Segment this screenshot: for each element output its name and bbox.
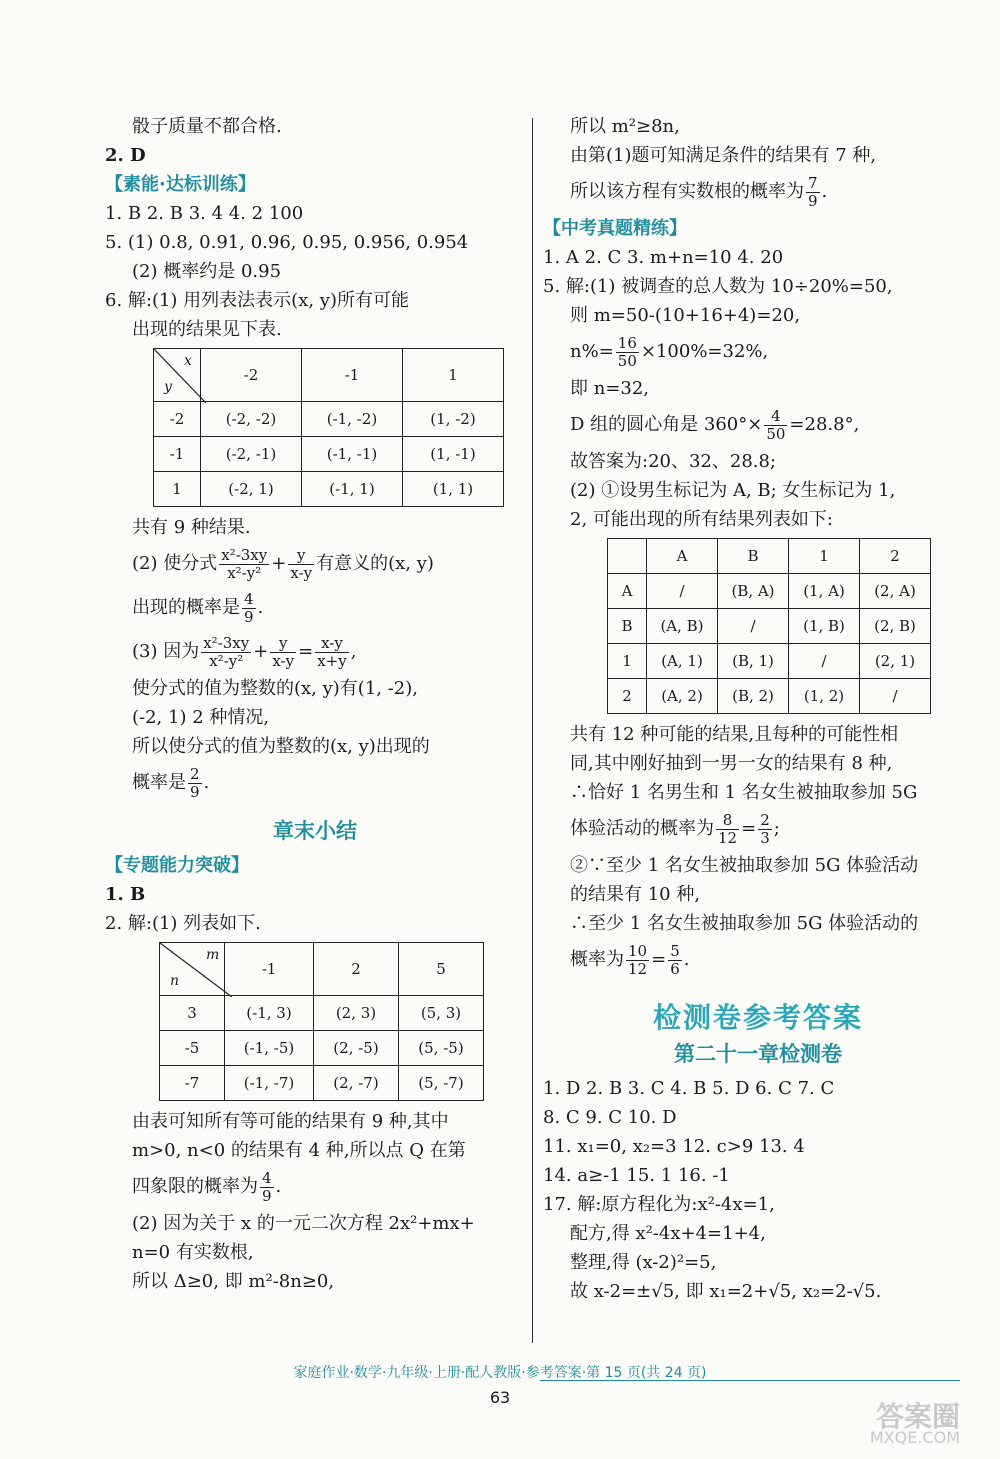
formula-line	[105, 586, 525, 630]
table-cell: (-1, -1)	[302, 437, 403, 472]
table-cell: (5, -5)	[399, 1031, 484, 1066]
numerator: 5	[670, 941, 680, 960]
text-span: 概率为	[570, 949, 624, 970]
numerator: 10	[628, 941, 648, 960]
denominator: 9	[244, 607, 254, 626]
formula-line	[543, 403, 973, 447]
text-line: ∴恰好 1 名男生和 1 名女生被抽取参加 5G	[570, 782, 918, 803]
xy-table	[153, 348, 504, 507]
fraction	[806, 175, 820, 210]
text-line: 由第(1)题可知满足条件的结果有 7 种,	[570, 145, 877, 166]
table-header-cell: B	[718, 539, 789, 574]
text-span: .	[275, 1176, 282, 1197]
text-line: 2. 解:(1) 列表如下.	[105, 913, 261, 934]
text-line: 骰子质量不都合格.	[132, 116, 282, 137]
chapter-heading: 章末小结	[273, 819, 357, 843]
text-span: 所以该方程有实数根的概率为	[570, 181, 804, 202]
numerator: 8	[716, 812, 739, 830]
table-cell: (1, B)	[789, 609, 860, 644]
table-cell: (1, 1)	[403, 472, 504, 507]
text-span: (3) 因为	[132, 641, 200, 662]
text-line: 2, 可能出现的所有结果列表如下:	[570, 509, 833, 530]
table-cell: (A, 1)	[647, 644, 718, 679]
numerator: x²-3xy	[221, 545, 268, 564]
page-number: 63	[489, 1388, 511, 1407]
table-cell: -2	[154, 402, 201, 437]
denominator: 6	[670, 959, 680, 978]
text-line: 1. A 2. C 3. m+n=10 4. 20	[543, 247, 784, 268]
table-cell: (1, 2)	[789, 679, 860, 714]
table-header-cell: -1	[302, 349, 403, 402]
text-span: .	[257, 597, 264, 618]
text-line: 共有 12 种可能的结果,且每种的可能性相	[570, 724, 899, 745]
mn-table	[159, 942, 484, 1101]
table-cell: /	[647, 574, 718, 609]
text-line: 8. C 9. C 10. D	[543, 1107, 677, 1128]
denominator: x-y	[272, 651, 295, 670]
text-line: 配方,得 x²-4x+4=1+4,	[570, 1223, 766, 1244]
denominator: 50	[617, 351, 637, 370]
answers-banner: 检测卷参考答案	[652, 1001, 863, 1034]
table-cell: A	[608, 574, 647, 609]
table-cell: (-1, -2)	[302, 402, 403, 437]
text-span: 四象限的概率为	[132, 1176, 258, 1197]
denominator: x²-y²	[209, 651, 244, 670]
text-span: (2) 使分式	[132, 553, 218, 574]
table-header-cell	[608, 539, 647, 574]
text-line: ∴至少 1 名女生被抽取参加 5G 体验活动的	[570, 913, 919, 934]
text-line: 则 m=50-(10+16+4)=20,	[570, 305, 801, 326]
text-line: (2) 概率约是 0.95	[132, 261, 282, 282]
fraction	[616, 335, 639, 370]
table-cell: (1, -1)	[403, 437, 504, 472]
text-line: 1. B 2. B 3. 4 4. 2 100	[105, 203, 304, 224]
text-span: 出现的概率是	[132, 597, 240, 618]
text-line: 所以 m²≥8n,	[570, 116, 680, 137]
table-corner	[160, 943, 225, 996]
table-cell: (2, -7)	[314, 1066, 399, 1101]
table-cell: (B, A)	[718, 574, 789, 609]
table-cell: (-2, -2)	[201, 402, 302, 437]
formula-line	[105, 1165, 525, 1209]
denominator: 9	[808, 191, 818, 210]
table-cell: /	[860, 679, 931, 714]
section-heading: 【中考真题精练】	[543, 218, 687, 239]
corner-n-label: n	[170, 973, 180, 989]
denominator: 12	[718, 828, 738, 847]
text-line: 即 n=32,	[570, 378, 650, 399]
section-heading: 【专题能力突破】	[105, 855, 249, 876]
footer-rule	[540, 1380, 960, 1381]
text-span: +	[253, 641, 269, 662]
text-span: ;	[773, 818, 780, 839]
numerator: x-y	[315, 635, 349, 653]
numerator: 4	[764, 408, 787, 426]
text-span: .	[203, 772, 210, 793]
table-cell: (2, A)	[860, 574, 931, 609]
left-column	[105, 112, 525, 1296]
fraction	[758, 812, 772, 847]
denominator: 12	[628, 959, 648, 978]
text-line: 17. 解:原方程化为:x²-4x=1,	[543, 1194, 775, 1215]
fraction	[260, 1170, 274, 1205]
fraction	[315, 635, 349, 670]
text-line: 2. D	[105, 145, 146, 166]
text-span: 有意义的(x, y)	[316, 553, 434, 574]
table-cell: /	[789, 644, 860, 679]
table-header-cell: 5	[399, 943, 484, 996]
text-line: (2) ①设男生标记为 A, B; 女生标记为 1,	[570, 480, 896, 501]
text-span: ,	[350, 641, 357, 662]
table-cell: -1	[154, 437, 201, 472]
denominator: 9	[262, 1186, 272, 1205]
table-cell: (5, 3)	[399, 996, 484, 1031]
text-line: (-2, 1) 2 种情况,	[132, 707, 270, 728]
table-cell: (-1, -5)	[225, 1031, 314, 1066]
denominator: 3	[760, 828, 770, 847]
text-line: 1. B	[105, 884, 146, 905]
watermark-logo: 答案圈	[875, 1400, 960, 1433]
text-line: 所以 Δ≥0, 即 m²-8n≥0,	[132, 1271, 335, 1292]
text-span: =28.8°,	[789, 414, 860, 435]
fraction	[270, 635, 296, 670]
fraction	[288, 547, 314, 582]
formula-line	[105, 630, 525, 674]
text-line: 5. 解:(1) 被调查的总人数为 10÷20%=50,	[543, 276, 893, 297]
table-header-cell: 2	[314, 943, 399, 996]
numerator: 4	[262, 1168, 272, 1187]
numerator: y	[270, 635, 296, 653]
text-line: 使分式的值为整数的(x, y)有(1, -2),	[132, 678, 419, 699]
fraction	[201, 635, 251, 670]
table-cell: 1	[154, 472, 201, 507]
gender-table	[607, 538, 931, 714]
text-line: 故答案为:20、32、28.8;	[570, 451, 777, 472]
text-line: 共有 9 种结果.	[132, 517, 251, 538]
denominator: 50	[766, 424, 786, 443]
text-span: =	[741, 818, 757, 839]
formula-line	[105, 542, 525, 586]
table-corner	[154, 349, 201, 402]
table-header-cell: -1	[225, 943, 314, 996]
table-header-cell: A	[647, 539, 718, 574]
denominator: x+y	[317, 651, 347, 670]
text-line: ②∵至少 1 名女生被抽取参加 5G 体验活动	[570, 855, 919, 876]
watermark-url: MXQE.COM	[869, 1428, 960, 1447]
table-cell: (2, -5)	[314, 1031, 399, 1066]
table-cell: (2, B)	[860, 609, 931, 644]
text-span: .	[821, 181, 828, 202]
table-cell: 3	[160, 996, 225, 1031]
table-cell: (5, -7)	[399, 1066, 484, 1101]
text-span: D 组的圆心角是 360°×	[570, 414, 763, 435]
text-line: m>0, n<0 的结果有 4 种,所以点 Q 在第	[132, 1140, 466, 1161]
denominator: 9	[190, 782, 200, 801]
table-cell: B	[608, 609, 647, 644]
text-line: 所以使分式的值为整数的(x, y)出现的	[132, 736, 430, 757]
table-header-cell: 1	[789, 539, 860, 574]
formula-line	[543, 807, 973, 851]
table-header-cell: 2	[860, 539, 931, 574]
table-header-cell: 1	[403, 349, 504, 402]
table-cell: (B, 2)	[718, 679, 789, 714]
corner-x-label: x	[184, 353, 192, 369]
denominator: x²-y²	[227, 563, 262, 582]
formula-line	[543, 938, 973, 982]
text-span: 体验活动的概率为	[570, 818, 714, 839]
text-span: 概率是	[132, 772, 186, 793]
chapter-heading: 第二十一章检测卷	[674, 1042, 842, 1066]
fraction	[242, 591, 256, 626]
table-cell: (-1, 3)	[225, 996, 314, 1031]
corner-m-label: m	[206, 947, 220, 963]
numerator: 4	[244, 589, 254, 608]
text-line: 1. D 2. B 3. C 4. B 5. D 6. C 7. C	[543, 1078, 835, 1099]
table-cell: 1	[608, 644, 647, 679]
text-line: 同,其中刚好抽到一男一女的结果有 8 种,	[570, 753, 893, 774]
text-line: n=0 有实数根,	[132, 1242, 254, 1263]
fraction	[219, 547, 269, 582]
numerator: 2	[190, 764, 200, 783]
table-cell: -7	[160, 1066, 225, 1101]
fraction	[668, 943, 682, 978]
table-cell: (2, 1)	[860, 644, 931, 679]
numerator: 2	[760, 810, 770, 829]
text-line: 出现的结果见下表.	[132, 319, 282, 340]
page-footer: 家庭作业·数学·九年级·上册·配人教版·参考答案·第 15 页(共 24 页)	[293, 1365, 707, 1381]
table-cell: 2	[608, 679, 647, 714]
text-span: +	[271, 553, 287, 574]
text-line: 5. (1) 0.8, 0.91, 0.96, 0.95, 0.956, 0.954	[105, 232, 469, 253]
diagonal-line	[154, 349, 206, 403]
formula-line	[543, 170, 973, 214]
text-span: .	[683, 949, 690, 970]
text-line: 故 x-2=±√5, 即 x₁=2+√5, x₂=2-√5.	[570, 1281, 882, 1302]
text-line: (2) 因为关于 x 的一元二次方程 2x²+mx+	[132, 1213, 475, 1234]
text-line: 整理,得 (x-2)²=5,	[570, 1252, 717, 1273]
formula-line	[105, 761, 525, 805]
table-cell: -5	[160, 1031, 225, 1066]
table-cell: (A, 2)	[647, 679, 718, 714]
table-cell: (2, 3)	[314, 996, 399, 1031]
numerator: y	[288, 547, 314, 565]
text-line: 11. x₁=0, x₂=3 12. c>9 13. 4	[543, 1136, 805, 1157]
text-span: =	[298, 641, 314, 662]
fraction	[764, 408, 787, 443]
table-cell: /	[718, 609, 789, 644]
table-cell: (-1, 1)	[302, 472, 403, 507]
text-span: n%=	[570, 341, 614, 362]
text-line: 14. a≥-1 15. 1 16. -1	[543, 1165, 730, 1186]
table-cell: (1, -2)	[403, 402, 504, 437]
column-divider	[532, 118, 533, 1343]
table-cell: (-2, -1)	[201, 437, 302, 472]
table-cell: (-2, 1)	[201, 472, 302, 507]
fraction	[188, 766, 202, 801]
right-column	[543, 112, 973, 1306]
numerator: 7	[808, 173, 818, 192]
table-header-cell: -2	[201, 349, 302, 402]
section-heading: 【素能·达标训练】	[105, 174, 256, 195]
formula-line	[543, 330, 973, 374]
numerator: x²-3xy	[203, 633, 250, 652]
text-line: 6. 解:(1) 用列表法表示(x, y)所有可能	[105, 290, 409, 311]
table-cell: (1, A)	[789, 574, 860, 609]
text-line: 的结果有 10 种,	[570, 884, 701, 905]
text-span: ×100%=32%,	[640, 341, 769, 362]
table-cell: (A, B)	[647, 609, 718, 644]
numerator: 16	[617, 333, 637, 352]
text-span: =	[651, 949, 667, 970]
fraction	[716, 812, 739, 847]
corner-y-label: y	[164, 379, 172, 395]
fraction	[626, 943, 649, 978]
text-line: 由表可知所有等可能的结果有 9 种,其中	[132, 1111, 449, 1132]
table-cell: (-1, -7)	[225, 1066, 314, 1101]
table-cell: (B, 1)	[718, 644, 789, 679]
denominator: x-y	[290, 563, 313, 582]
